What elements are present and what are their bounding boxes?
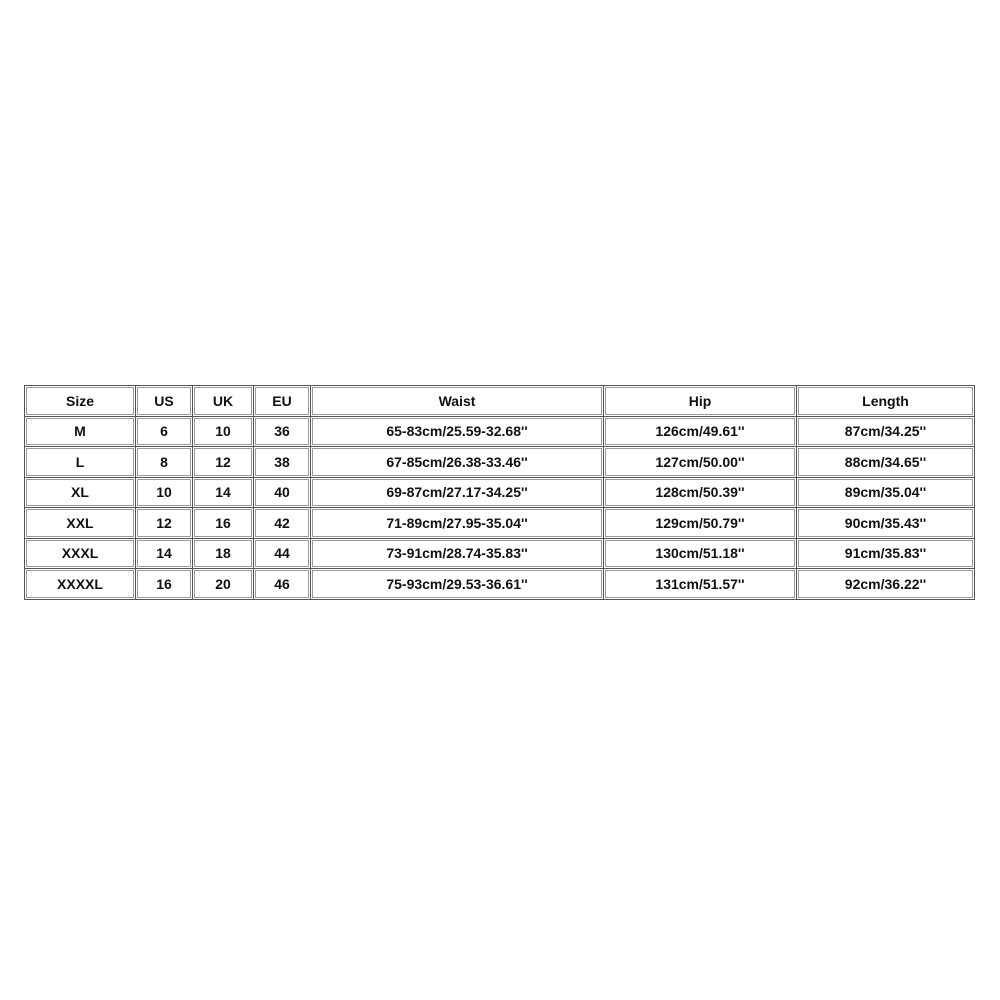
header-length: Length [797, 386, 975, 417]
table-row [25, 569, 975, 600]
table-row [25, 447, 975, 478]
cell-hip: 127cm/50.00'' [604, 447, 797, 478]
header-hip: Hip [604, 386, 797, 417]
cell-us: 16 [136, 569, 193, 600]
table-row [25, 478, 975, 509]
cell-waist: 71-89cm/27.95-35.04'' [311, 508, 604, 539]
header-eu: EU [254, 386, 311, 417]
cell-eu: 44 [254, 539, 311, 570]
cell-hip: 128cm/50.39'' [604, 478, 797, 509]
cell-uk: 10 [193, 417, 254, 448]
header-us: US [136, 386, 193, 417]
table-header-row [25, 386, 975, 417]
cell-length: 90cm/35.43'' [797, 508, 975, 539]
cell-us: 8 [136, 447, 193, 478]
cell-waist: 65-83cm/25.59-32.68'' [311, 417, 604, 448]
cell-length: 91cm/35.83'' [797, 539, 975, 570]
cell-hip: 130cm/51.18'' [604, 539, 797, 570]
header-uk: UK [193, 386, 254, 417]
cell-waist: 75-93cm/29.53-36.61'' [311, 569, 604, 600]
cell-size: XL [25, 478, 136, 509]
cell-uk: 14 [193, 478, 254, 509]
cell-us: 10 [136, 478, 193, 509]
table-row [25, 417, 975, 448]
cell-hip: 126cm/49.61'' [604, 417, 797, 448]
cell-uk: 18 [193, 539, 254, 570]
cell-size: XXXXL [25, 569, 136, 600]
cell-hip: 129cm/50.79'' [604, 508, 797, 539]
cell-eu: 38 [254, 447, 311, 478]
cell-uk: 12 [193, 447, 254, 478]
header-size: Size [25, 386, 136, 417]
cell-waist: 73-91cm/28.74-35.83'' [311, 539, 604, 570]
cell-eu: 36 [254, 417, 311, 448]
cell-length: 89cm/35.04'' [797, 478, 975, 509]
cell-length: 92cm/36.22'' [797, 569, 975, 600]
cell-size: M [25, 417, 136, 448]
cell-size: XXXL [25, 539, 136, 570]
cell-uk: 20 [193, 569, 254, 600]
cell-size: L [25, 447, 136, 478]
cell-size: XXL [25, 508, 136, 539]
cell-us: 6 [136, 417, 193, 448]
cell-hip: 131cm/51.57'' [604, 569, 797, 600]
cell-eu: 46 [254, 569, 311, 600]
cell-length: 88cm/34.65'' [797, 447, 975, 478]
cell-length: 87cm/34.25'' [797, 417, 975, 448]
cell-uk: 16 [193, 508, 254, 539]
cell-us: 12 [136, 508, 193, 539]
cell-us: 14 [136, 539, 193, 570]
cell-eu: 40 [254, 478, 311, 509]
cell-eu: 42 [254, 508, 311, 539]
cell-waist: 69-87cm/27.17-34.25'' [311, 478, 604, 509]
cell-waist: 67-85cm/26.38-33.46'' [311, 447, 604, 478]
table-row [25, 539, 975, 570]
size-chart-table [24, 385, 975, 600]
table-row [25, 508, 975, 539]
header-waist: Waist [311, 386, 604, 417]
